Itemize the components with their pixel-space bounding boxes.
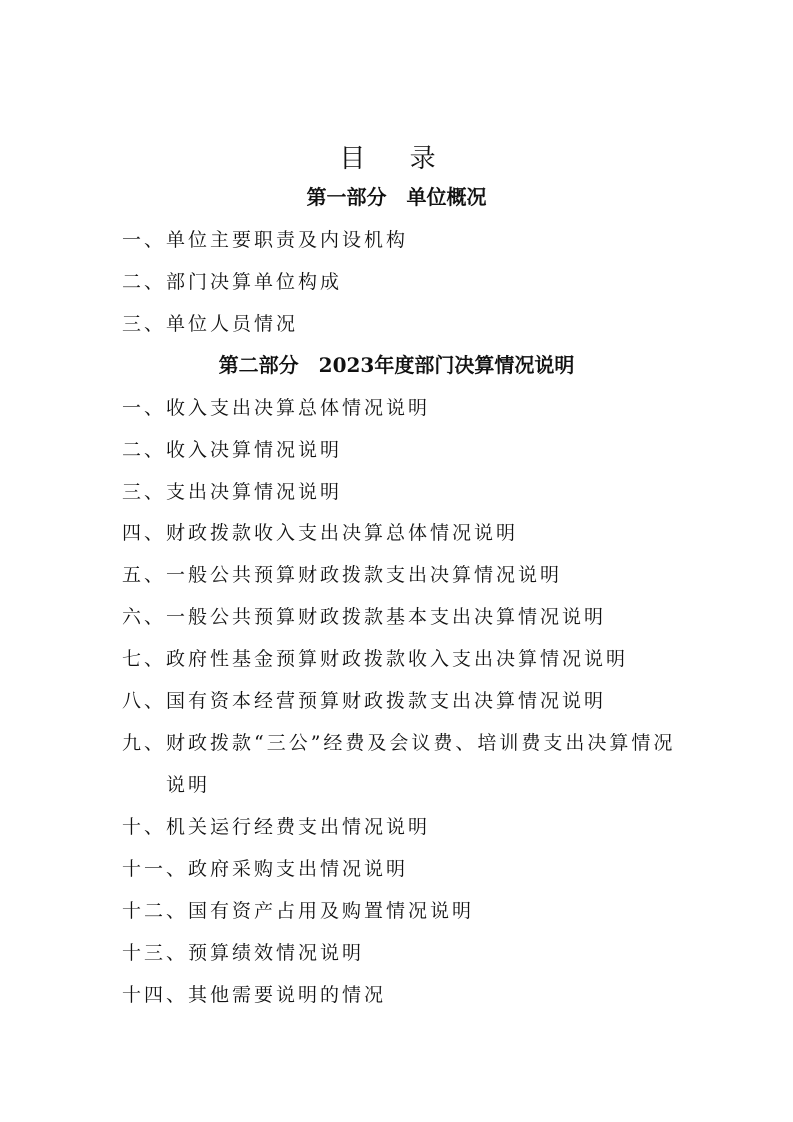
toc-entry: 十一、政府采购支出情况说明 (122, 858, 409, 880)
toc-entry: 五、一般公共预算财政拨款支出决算情况说明 (122, 564, 563, 586)
toc-entry: 一、收入支出决算总体情况说明 (122, 397, 431, 419)
toc-entry: 十三、预算绩效情况说明 (122, 942, 365, 964)
toc-entry-continuation: 说明 (166, 774, 211, 796)
toc-title: 目 录 (339, 144, 454, 174)
toc-entry: 十、机关运行经费支出情况说明 (122, 816, 431, 838)
part-two-heading: 第二部分 2023年度部门决算情况说明 (218, 353, 575, 377)
toc-entry: 三、单位人员情况 (122, 313, 299, 335)
part-one-heading: 第一部分 单位概况 (306, 185, 487, 209)
toc-entry: 二、部门决算单位构成 (122, 271, 343, 293)
toc-entry: 八、国有资本经营预算财政拨款支出决算情况说明 (122, 690, 607, 712)
toc-entry: 十四、其他需要说明的情况 (122, 984, 387, 1006)
toc-entry: 三、支出决算情况说明 (122, 481, 343, 503)
toc-entry: 二、收入决算情况说明 (122, 439, 343, 461)
toc-entry: 九、财政拨款“三公”经费及会议费、培训费支出决算情况 (122, 732, 676, 754)
toc-entry: 四、财政拨款收入支出决算总体情况说明 (122, 522, 519, 544)
toc-entry: 七、政府性基金预算财政拨款收入支出决算情况说明 (122, 648, 629, 670)
toc-entry: 六、一般公共预算财政拨款基本支出决算情况说明 (122, 606, 607, 628)
toc-entry: 十二、国有资产占用及购置情况说明 (122, 900, 475, 922)
toc-entry: 一、单位主要职责及内设机构 (122, 229, 409, 251)
